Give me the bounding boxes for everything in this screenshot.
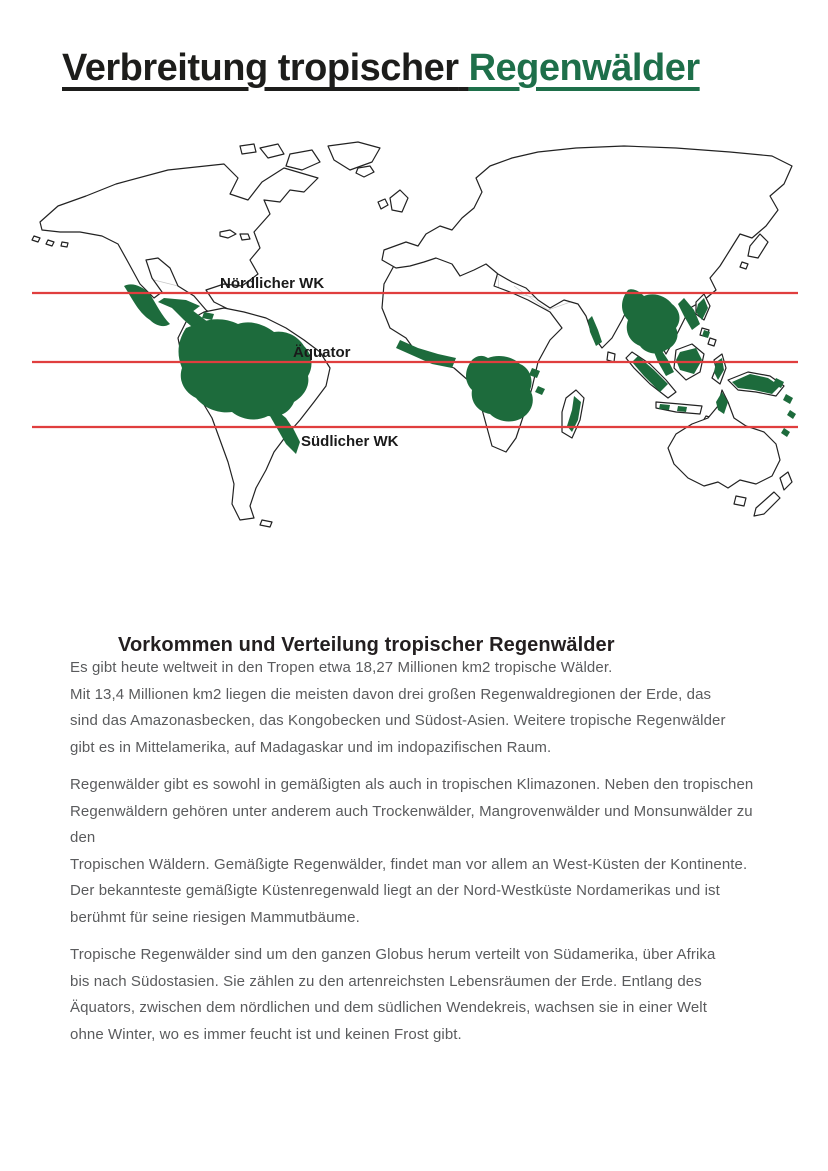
philippines: [696, 294, 716, 346]
sri-lanka: [607, 352, 615, 362]
label-equator: Äquator: [293, 344, 351, 361]
paragraph-2: Regenwälder gibt es sowohl in gemäßigten als auch in tropischen Klimazonen. Neben den tropischen Regenwäldern gehören unter anderem auch Trockenwälder, Mangrovenwälder und Monsunwälder zu den Tropischen Wäldern. Gemäßigte Regenwälder, findet man vor allem an West-Küsten der Kontinente. Der bekannteste gemäßigte Küstenregenwald liegt an der Nord-Westküste Nordamerikas und ist berühmt für seine riesigen Mammutbäume.: [70, 776, 754, 926]
label-northern-tropic: Nördlicher WK: [220, 275, 325, 292]
baffin-island: [286, 150, 320, 170]
greenland: [328, 142, 380, 170]
aleutian-islands: [32, 236, 68, 247]
title-space: [459, 47, 469, 89]
paragraph-3: Tropische Regenwälder sind um den ganzen Globus herum verteilt von Südamerika, über Afrika bis nach Südostasien. Sie zählen zu den artenreichsten Lebensräumen der Erde. Entlang des Äquators, zwischen dem nördlichen und dem südlichen Wendekreis, wachsen sie in einer Welt ohne Winter, wo es immer feucht ist und keinen Frost gibt.: [70, 946, 716, 1043]
world-map-svg: [28, 140, 802, 530]
british-isles: [378, 190, 408, 212]
continent-outlines: [32, 142, 792, 527]
label-southern-tropic: Südlicher WK: [301, 433, 399, 450]
world-map-figure: [28, 140, 802, 530]
page-title-green-part: Regenwälder: [468, 47, 700, 90]
tasmania: [734, 496, 746, 506]
forest-congo: [466, 356, 533, 422]
iceland: [356, 166, 374, 177]
arctic-islands: [240, 144, 284, 158]
paragraph-1: Es gibt heute weltweit in den Tropen etwa 18,27 Millionen km2 tropische Wälder. Mit 13,4 Millionen km2 liegen die meisten davon drei großen Regenwaldregionen der Erde, das sind das Amazonasbecken, das Kongobecken und Südost-Asien. Weitere tropische Regenwälder gibt es in Mittelamerika, auf Madagaskar und im indopazifischen Raum.: [70, 659, 726, 756]
article-heading: Vorkommen und Verteilung tropischer Regenwälder: [118, 633, 615, 656]
article-body: [70, 655, 782, 1059]
tierra-del-fuego: [260, 520, 272, 527]
japan: [740, 234, 768, 269]
page-title: [62, 47, 792, 90]
page-title-black-part: Verbreitung tropischer: [62, 47, 459, 90]
